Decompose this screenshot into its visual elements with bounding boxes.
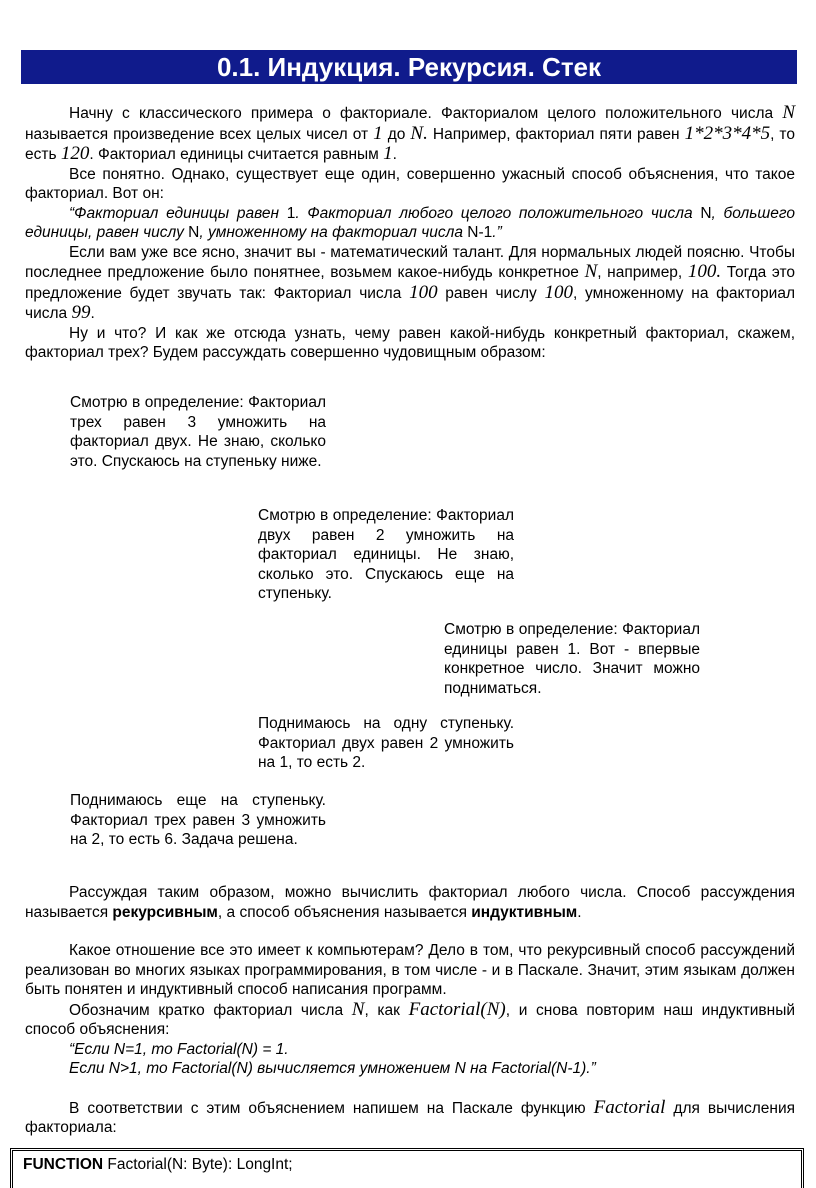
step-2: Смотрю в определение: Факториал двух равен 2 умножить на факториал единицы. Не знаю, сколько это. Спускаюсь еще на ступеньку. <box>258 507 514 602</box>
paragraph-3: Если вам уже все ясно, значит вы - математический талант. Для нормальных людей поясню. Чтобы последнее предложение было понятнее, возьмем какое-нибудь конкретное N, например, 100. Тогда это предложение будет звучать так: Факториал числа 100 равен числу 100, умноженному на факториал числа 99. <box>25 243 795 323</box>
step-1: Смотрю в определение: Факториал трех равен 3 умножить на факториал двух. Не знаю, сколько это. Спускаюсь на ступеньку ниже. <box>70 394 326 470</box>
quote-line-1: “Если N=1, то Factorial(N) = 1. <box>69 1040 289 1058</box>
step-4: Поднимаюсь на одну ступеньку. Факториал двух равен 2 умножить на 1, то есть 2. <box>258 715 514 771</box>
body-text-bottom <box>25 883 795 1138</box>
paragraph-2: Все понятно. Однако, существует еще один, совершенно ужасный способ объяснения, что такое факториал. Вот он: <box>25 165 795 202</box>
section-title: 0.1. Индукция. Рекурсия. Стек <box>21 50 797 84</box>
paragraph-intro: Начну с классического примера о факториале. Факториалом целого положительного числа N называется произведение всех целых чисел от 1 до N. Например, факториал пяти равен 1*2*3*4*5, то есть 120. Факториал единицы считается равным 1. <box>25 102 795 164</box>
paragraph-8: В соответствии с этим объяснением напишем на Паскале функцию Factorial для вычисления факториала: <box>25 1096 795 1136</box>
step-5: Поднимаюсь еще на ступеньку. Факториал трех равен 3 умножить на 2, то есть 6. Задача решена. <box>70 792 326 848</box>
body-text-top <box>25 103 795 363</box>
code-block <box>10 1148 804 1188</box>
paragraph-4: Ну и что? И как же отсюда узнать, чему равен какой-нибудь конкретный факториал, скажем, факториал трех? Будем рассуждать совершенно чудовищным образом: <box>25 324 795 361</box>
step-3: Смотрю в определение: Факториал единицы равен 1. Вот - впервые конкретное число. Значит можно подниматься. <box>444 621 700 697</box>
code-signature: Factorial(N: Byte): LongInt; <box>103 1156 293 1173</box>
quote-definition: “Факториал единицы равен 1. Факториал любого целого положительного числа N, большего единицы, равен числу N, умноженному на факториал числа N-1.” <box>25 204 795 241</box>
quote-line-2: Если N>1, то Factorial(N) вычисляется умножением N на Factorial(N-1).” <box>69 1060 596 1077</box>
paragraph-7: Обозначим кратко факториал числа N, как Factorial(N), и снова повторим наш индуктивный способ объяснения: <box>25 998 796 1038</box>
paragraph-5: Рассуждая таким образом, можно вычислить факториал любого числа. Способ рассуждения называется рекурсивным, а способ объяснения называется индуктивным. <box>25 884 795 921</box>
code-keyword: FUNCTION <box>23 1156 104 1173</box>
paragraph-6: Какое отношение все это имеет к компьютерам? Дело в том, что рекурсивный способ рассуждений реализован во многих языках программирования, в том числе - и в Паскале. Значит, этим языкам должен быть понятен и индуктивный способ написания программ. <box>25 942 795 998</box>
